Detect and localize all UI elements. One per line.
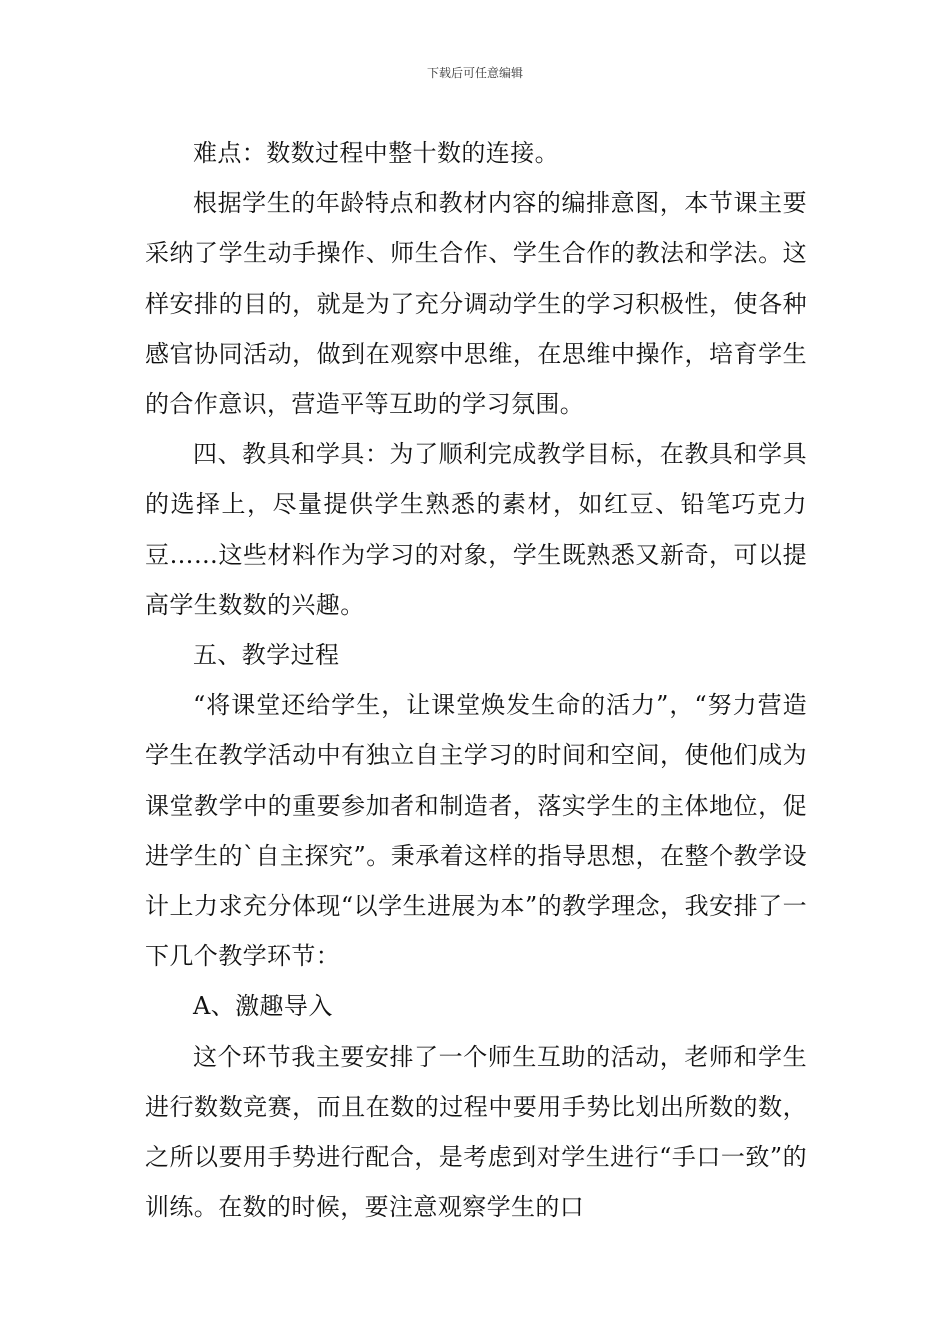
section-heading-teaching-process: 五、教学过程: [193, 641, 340, 670]
paragraph-teaching-aids: 四、教具和学具：为了顺利完成教学目标，在教具和学具的选择上，尽量提供学生熟悉的素材，如红豆、铅笔巧克力豆……这些材料作为学习的对象，学生既熟悉又新奇，可以提高学生数数的兴趣。: [145, 440, 807, 619]
paragraph-teaching-method: 根据学生的年龄特点和教材内容的编排意图，本节课主要采纳了学生动手操作、师生合作、学生合作的教法和学法。这样安排的目的，就是为了充分调动学生的学习积极性，使各种感官协同活动，做到在观察中思维，在思维中操作，培育学生的合作意识，营造平等互助的学习氛围。: [145, 189, 807, 419]
document-body: [145, 128, 807, 1232]
paragraph-introduction-activity: 这个环节我主要安排了一个师生互助的活动，老师和学生进行数数竞赛，而且在数的过程中要用手势比划出所数的数，之所以要用手势进行配合，是考虑到对学生进行“手口一致”的训练。在数的时候，要注意观察学生的口: [145, 1042, 807, 1222]
section-heading-introduction: A、激趣导入: [193, 992, 333, 1021]
paragraph-guiding-idea: “将课堂还给学生，让课堂焕发生命的活力”，“努力营造学生在教学活动中有独立自主学习的时间和空间，使他们成为课堂教学中的重要参加者和制造者，落实学生的主体地位，促进学生的`自主探究”。秉承着这样的指导思想，在整个教学设计上力求充分体现“以学生进展为本”的教学理念，我安排了一下几个教学环节：: [145, 691, 807, 971]
page-header: 下载后可任意编辑: [426, 66, 523, 80]
paragraph-difficulty: 难点：数数过程中整十数的连接。: [193, 139, 559, 167]
